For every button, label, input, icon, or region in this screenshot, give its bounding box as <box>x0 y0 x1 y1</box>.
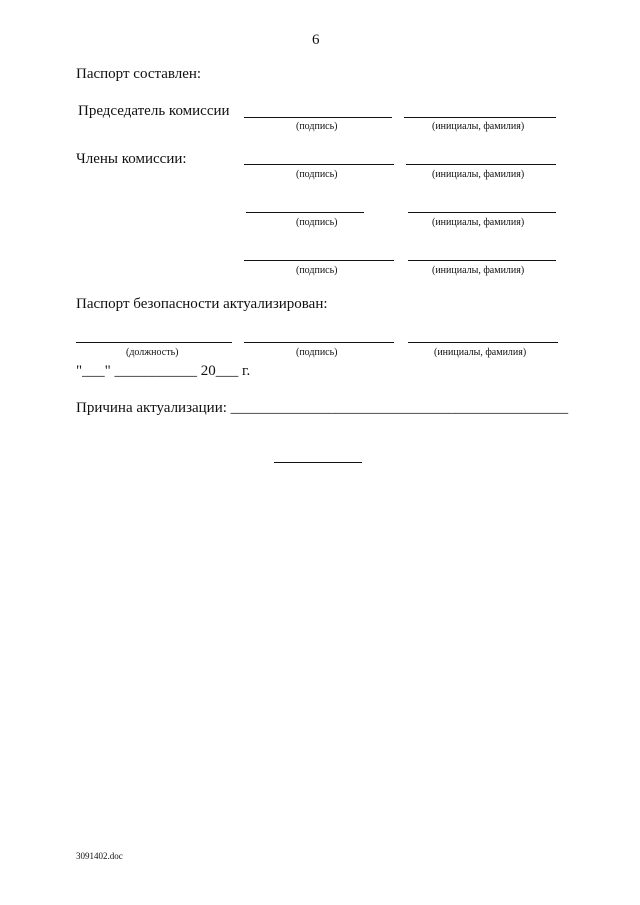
position-caption: (должность) <box>126 347 179 358</box>
member-name-caption: (инициалы, фамилия) <box>432 169 525 180</box>
updated-signature-caption: (подпись) <box>296 347 338 358</box>
members-label: Члены комиссии: <box>76 151 187 167</box>
updated-heading: Паспорт безопасности актуализирован: <box>76 296 328 312</box>
updated-name-line <box>408 342 558 343</box>
position-line <box>76 342 232 343</box>
member-signature-line <box>246 212 364 213</box>
chairman-name-caption: (инициалы, фамилия) <box>432 121 525 132</box>
member-signature-line <box>244 164 394 165</box>
member-signature-caption: (подпись) <box>296 169 338 180</box>
updated-name-caption: (инициалы, фамилия) <box>434 347 527 358</box>
updated-signature-line <box>244 342 394 343</box>
member-name-caption: (инициалы, фамилия) <box>432 265 525 276</box>
reason-line: Причина актуализации: _____________________________________________ <box>76 400 569 416</box>
compiled-heading: Паспорт составлен: <box>76 66 202 82</box>
member-name-line <box>406 164 556 165</box>
member-name-caption: (инициалы, фамилия) <box>432 217 525 228</box>
chairman-label: Председатель комиссии <box>78 103 230 119</box>
chairman-signature-line <box>244 117 392 118</box>
member-signature-caption: (подпись) <box>296 265 338 276</box>
closing-divider <box>274 462 362 463</box>
page-number: 6 <box>312 32 320 48</box>
member-signature-caption: (подпись) <box>296 217 338 228</box>
chairman-signature-caption: (подпись) <box>296 121 338 132</box>
member-name-line <box>408 260 556 261</box>
member-signature-line <box>244 260 394 261</box>
member-name-line <box>408 212 556 213</box>
footer-filename: 3091402.doc <box>76 851 123 861</box>
date-line: "___" ___________ 20___ г. <box>76 363 251 379</box>
chairman-name-line <box>404 117 556 118</box>
